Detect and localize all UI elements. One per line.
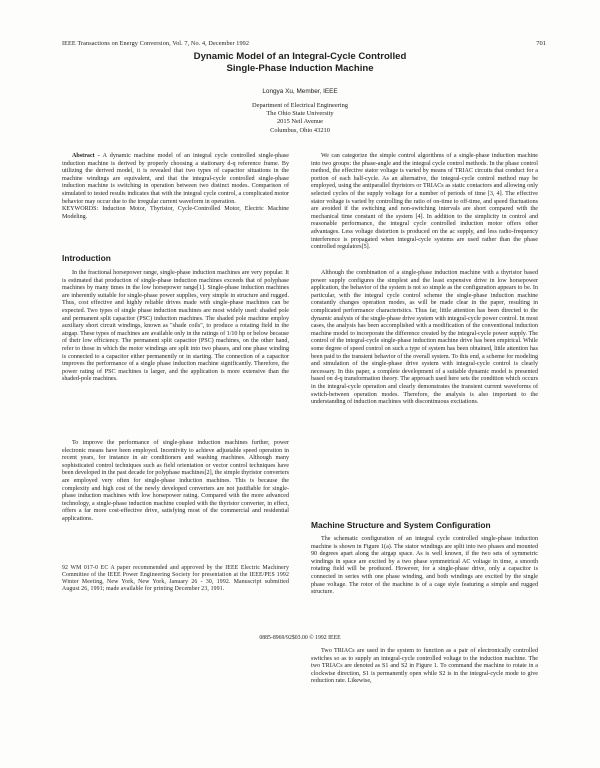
footnote-text: 92 WM 017-0 EC A paper recommended and approved by the IEEE Electric Machinery Committee of the IEEE Power Engineering Society for presentation at the IEEE/PES 1992 Winter Meeting, New York, New York, January 26 - 30, 1992. Manuscript submitted August 26, 1991; made available for printing December 23, 1991. bbox=[62, 565, 289, 592]
right-column-section bbox=[311, 536, 538, 597]
paper-title-line2: Single-Phase Induction Machine bbox=[226, 63, 374, 74]
author-affiliation bbox=[150, 102, 450, 135]
affiliation-line: The Ohio State University bbox=[266, 110, 334, 118]
right-column-mid bbox=[311, 270, 538, 407]
right-column-bottom bbox=[311, 648, 538, 686]
abstract-text: A dynamic machine model of an integral cycle controlled single-phase induction machine is derived by properly choosing a stationary d-q reference frame. By utilizing the derived model, it is revealed that two types of capacitor situations in the machine windings are equivalent, and that the integral-cycle controlled single-phase induction machine is switching in operation between two distinct modes. Comparison of simulated to tested results indicates that with the integral cycle control, a complicated motor behavior may occur due to the irregular current waveform in operation. bbox=[62, 153, 290, 205]
affiliation-line: 2015 Neil Avenue bbox=[276, 118, 324, 126]
right-paragraph-4: Two TRIACs are used in the system to function as a pair of electronically controlled switches so as to supply an integral-cycle controlled voltage to the induction machine. The two TRIACs are denoted as S1 and S2 in Figure 1. To command the machine to rotate in a clockwise direction, S1 is permanently open while S2 is in the integral-cycle mode to give reduction rate. Likewise, bbox=[311, 648, 538, 685]
section-heading-machine-structure: Machine Structure and System Configuration bbox=[311, 520, 491, 530]
introduction-body bbox=[62, 270, 289, 384]
introduction-heading: Introduction bbox=[62, 253, 111, 263]
keywords-label: KEYWORDS: bbox=[62, 206, 99, 213]
introduction-body-2 bbox=[62, 440, 289, 524]
paper-title-line1: Dynamic Model of an Integral-Cycle Controlled bbox=[193, 51, 407, 62]
footnote bbox=[62, 565, 289, 593]
page-number: 701 bbox=[536, 40, 546, 47]
keywords-paragraph bbox=[62, 206, 289, 221]
abstract-label: Abstract - bbox=[72, 153, 100, 159]
abstract-paragraph bbox=[62, 153, 289, 206]
intro-paragraph-1: In the fractional horsepower range, single-phase induction machines are very popular. It is estimated that production of single-phase induction machines exceeds that of polyphase machines by many times in the low horsepower range[1]. Single-phase induction machines are inherently suitable for single-phase power supplies, very simple in structure and rugged. Thus, cost effective and highly reliable drives made with single-phase machines can be expected. Two types of single phase induction machines are most widely used: shaded pole and permanent split capacitor (PSC) induction machines. The shaded pole machine employ auxiliary short circuit windings, known as "shade coils", to produce a rotating field in the airgap. These types of machines are available only in the ratings of 1/10 hp or below because of their low efficiency. The permanent split capacitor (PSC) machines, on the other hand, refer to those in which the motor windings are split into two phases, and one phase winding is connected to a capacitor either permanently or in starting. The connection of a capacitor improves the performance of a single phase induction machine significantly. Therefore, the power rating of PSC machines is larger, and the application is more extensive than the shaded-pole machines. bbox=[62, 270, 289, 383]
right-column-top bbox=[311, 153, 538, 252]
copyright-code: 0885-8969/92$03.00 © 1992 IEEE bbox=[259, 635, 341, 641]
intro-paragraph-2: To improve the performance of single-phase induction machines further, power electronic means have been employed. Incentivity to achieve adjustable speed operation in recent years, for instance in air conditioners and washing machines. Although many sophisticated control techniques such as field orientation or vector control techniques have been developed in the past decade for polyphase machines[2], the simple thyristor converters are employed very often for single-phase induction machines. This is because the complexity and high cost of the newly developed converters are not justifiable for single-phase induction machines with low horsepower rating. Compared with the more advanced technology, a single-phase induction machine coupled with the thyristor converter, in effect, offers a far more cost-effective drive, satisfying most of the commercial and residential applications. bbox=[62, 440, 289, 522]
keywords-text: Induction Motor, Thyristor, Cycle-Controlled Motor, Electric Machine Modeling. bbox=[62, 206, 289, 220]
running-head: IEEE Transactions on Energy Conversion, Vol. 7, No. 4, December 1992 bbox=[62, 40, 250, 47]
author-name: Longya Xu, Member, IEEE bbox=[262, 88, 338, 95]
right-paragraph-3: The schematic configuration of an integral cycle controlled single-phase induction machine is shown in Figure 1(a). The stator windings are split into two phases and mounted 90 degrees apart along the airgap space. As is well known, if the two sets of symmetric windings in space are excited by a two phase symmetrical AC voltage in time, a smooth rotating field will be produced. However, for a single-phase drive, only a capacitor is connected in series with one phase winding, and both windings are excited by the single phase voltage. The rotor of the machine is of a cage style featuring a simple and rugged structure. bbox=[311, 536, 538, 596]
affiliation-line: Columbus, Ohio 43210 bbox=[270, 126, 330, 134]
right-paragraph-1: We can categorize the simple control algorithms of a single-phase induction machine into two groups: the phase-angle and the integral cycle control methods. In the phase control method, the effective stator voltage is varied by means of TRIAC circuits that conduct for a portion of each half-cycle. As an alternative, the integral-cycle control method may be employed, using the antiparallel thyristors or TRIACs as static contactors and allowing only selected cycles of the supply voltage for a number of periods of time [3, 4]. The effective stator voltage is varied by controlling the ratio of on-time to off-time, and speed fluctuations are avoided if the switching and non-switching intervals are short compared with the mechanical time constant of the system [4]. In addition to the simplicity in control and reasonable performance, the integral cycle controlled induction motor offers other advantages. Less voltage distortion is produced on the ac supply, and less radio-frequency interference is propagated when integral-cycle systems are used rather than the phase controlled regulators[5]. bbox=[311, 153, 538, 251]
abstract-block bbox=[62, 153, 289, 221]
affiliation-line: Department of Electrical Engineering bbox=[252, 102, 348, 109]
right-paragraph-2: Although the combination of a single-phase induction machine with a thyristor based power supply configures the simplest and the least expensive drive in low horsepower application, the behavior of the system is not so simple as the configuration appears to be. In particular, with the integral cycle control scheme the single-phase induction machine constantly changes operation modes, as will be made clear in the paper, resulting in complicated performance characteristics. Thus far, little attention has been directed to the dynamic analysis of the single-phase drive system with integral-cycle power control. In most cases, the analysis has been accomplished with a modification of the conventional induction machine model to incorporate the difference created by the integral-cycle power supply. The control of the integral-cycle single-phase induction machine drive has been empirical. While some degree of speed control on such a type of system has been obtained, little attention has been paid to the transient behavior of the overall system. To this end, a scheme for modeling and simulation of the single-phase drive system with integral-cycle control is clearly necessary. In this paper, a complete development of a suitable dynamic model is presented based on d-q transformation theory. The approach used here sets the condition which occurs in the integral-cycle operation and clearly demonstrates the transient current waveforms of switch-between operation modes. Therefore, the analysis is also important to the understanding of induction machines with discontinuous excitations. bbox=[311, 270, 538, 406]
